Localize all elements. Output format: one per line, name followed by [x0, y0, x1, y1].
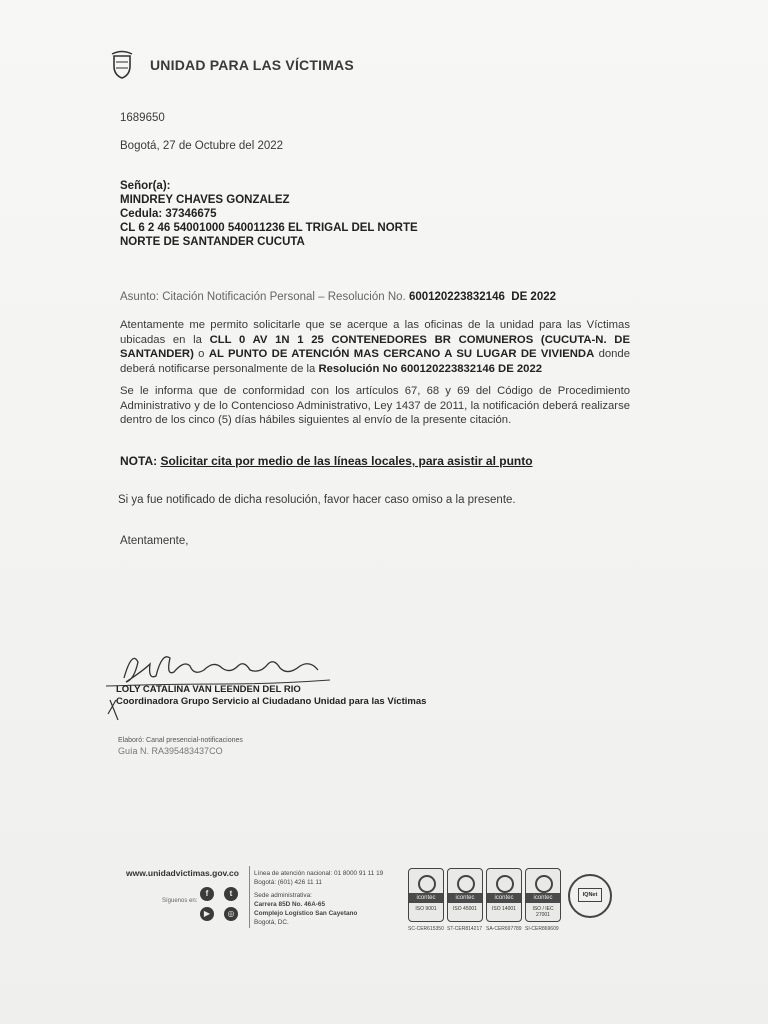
- icontec-cert-badge: [525, 868, 561, 922]
- subject-suffix: DE 2022: [511, 291, 557, 303]
- iqnet-seal: [568, 874, 612, 918]
- footer-url[interactable]: www.unidadvictimas.gov.co: [126, 868, 239, 878]
- logo-text: UNIDAD PARA LAS VÍCTIMAS: [150, 57, 354, 73]
- note-text: Solicitar cita por medio de las líneas locales, para asistir al punto: [160, 454, 533, 468]
- p1-address: CLL 0 AV 1N 1 25 CONTENEDORES BR COMUNEROS (CUCUTA-N. DE SANTANDER): [120, 333, 630, 360]
- iqnet-label: IQNet: [578, 888, 602, 902]
- youtube-icon[interactable]: ▶: [200, 907, 214, 921]
- facebook-icon[interactable]: f: [200, 887, 214, 901]
- icontec-cert-badge: [408, 868, 444, 922]
- icontec-logo-icon: [496, 875, 514, 893]
- cert-code: ST-CER814217: [447, 926, 483, 932]
- coat-of-arms-icon: [110, 50, 134, 80]
- paragraph-legal: Se le informa que de conformidad con los artículos 67, 68 y 69 del Código de Procedimiento Administrativo y de lo Contencioso Administrativo, Ley 1437 de 2011, la notificación deberá realizarse dentro de los cinco (5) días hábiles siguientes al envío de la presente citación.: [120, 385, 630, 426]
- recipient-address-line1: CL 6 2 46 54001000 540011236 EL TRIGAL DEL NORTE: [120, 222, 418, 234]
- icontec-cert-badge: [486, 868, 522, 922]
- prepared-by: Elaboró: Canal presencial-notificaciones: [118, 737, 243, 744]
- cert-iso: ISO / IEC 27001: [532, 906, 554, 918]
- subject-prefix: Asunto: Citación Notificación Personal – Resolución No.: [120, 291, 409, 303]
- guide-number: Guía N. RA395483437CO: [118, 746, 223, 756]
- icontec-cert-badge: [447, 868, 483, 922]
- subject-resolution: 600120223832146: [408, 291, 505, 303]
- footer-hq-address: Carrera 85D No. 46A-65: [254, 901, 326, 908]
- icontec-logo-icon: [457, 875, 475, 893]
- footer-hq-complex: Complejo Logístico San Cayetano: [254, 910, 358, 917]
- cert-code: SA-CER697789: [486, 926, 522, 932]
- cert-code: SI-CER869609: [525, 926, 559, 932]
- cert-brand: icontec: [487, 893, 521, 903]
- p1-or: o: [193, 348, 209, 360]
- footer-follow: Síguenos en:: [162, 898, 198, 904]
- signer-title: Coordinadora Grupo Servicio al Ciudadano Unidad para las Víctimas: [116, 696, 427, 707]
- reference-number: 1689650: [120, 112, 165, 124]
- cert-iso: ISO 14001: [492, 906, 516, 912]
- icontec-logo-icon: [418, 875, 436, 893]
- recipient-address-line2: NORTE DE SANTANDER CUCUTA: [120, 236, 305, 248]
- p1-mid: donde deberá notificarse personalmente de la: [120, 348, 631, 375]
- cert-brand: icontec: [409, 893, 443, 903]
- paragraph-citation: [120, 318, 630, 376]
- twitter-icon[interactable]: t: [224, 887, 238, 901]
- p1-point: AL PUNTO DE ATENCIÓN MAS CERCANO A SU LUGAR DE VIVIENDA: [208, 348, 595, 360]
- icontec-logo-icon: [535, 875, 553, 893]
- cert-brand: icontec: [448, 893, 482, 903]
- handwritten-signature: [104, 640, 334, 726]
- closing: Atentamente,: [120, 535, 189, 547]
- footer-line-bogota: Bogotá: (601) 426 11 11: [254, 879, 322, 886]
- footer-divider: [249, 866, 250, 928]
- salutation: Señor(a):: [120, 180, 171, 192]
- cert-brand: icontec: [526, 893, 560, 903]
- subject-line: [120, 291, 556, 303]
- signer-name: LOLY CATALINA VAN LEENDEN DEL RIO: [116, 684, 301, 695]
- note-label: NOTA:: [120, 454, 161, 468]
- p1-intro: Atentamente me permito solicitarle que se acerque a las oficinas de la unidad para las Víctimas ubicadas en la: [120, 319, 630, 346]
- recipient-name: MINDREY CHAVES GONZALEZ: [120, 194, 290, 206]
- footer-hq-label: Sede administrativa:: [254, 892, 312, 899]
- cert-iso: ISO 45001: [453, 906, 477, 912]
- instagram-icon[interactable]: ◎: [224, 907, 238, 921]
- header-logo: [104, 46, 354, 90]
- letter-date: Bogotá, 27 de Octubre del 2022: [120, 140, 284, 152]
- p1-resolution: Resolución No 600120223832146 DE 2022: [318, 362, 543, 375]
- cert-code: SC-CER615350: [408, 926, 444, 932]
- footer-line-national: Línea de atención nacional: 01 8000 91 11 19: [254, 870, 384, 877]
- paragraph-omit: Si ya fue notificado de dicha resolución, favor hacer caso omiso a la presente.: [118, 494, 516, 506]
- note-line: [120, 454, 533, 468]
- recipient-id: Cedula: 37346675: [120, 208, 217, 220]
- cert-iso: ISO 9001: [415, 906, 437, 912]
- footer-hq-city: Bogotá, DC.: [254, 919, 289, 926]
